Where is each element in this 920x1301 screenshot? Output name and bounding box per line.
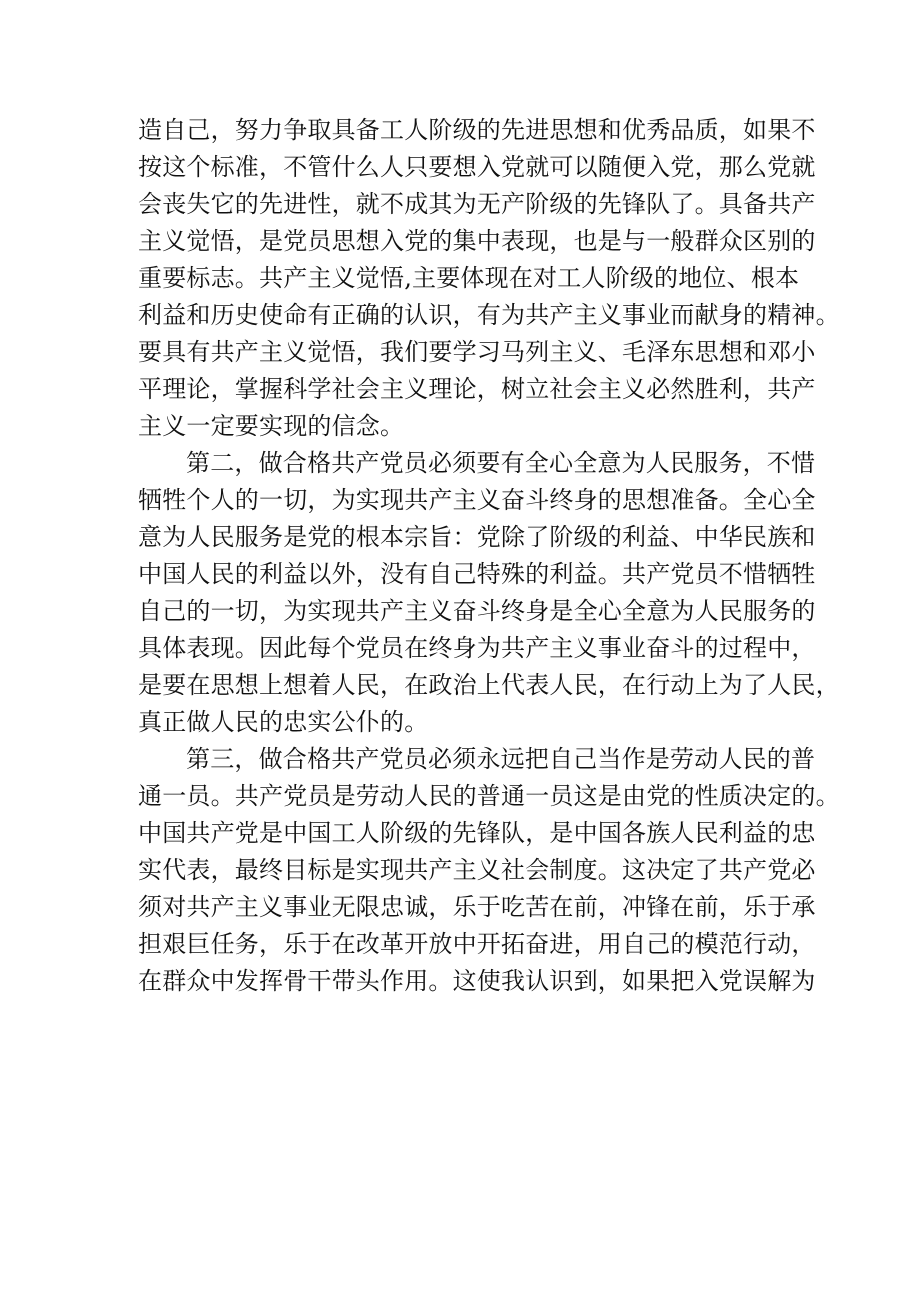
text-line: 须对共产主义事业无限忠诚，乐于吃苦在前，冲锋在前，乐于承 <box>138 893 816 921</box>
text-line: 通一员。共产党员是劳动人民的普通一员这是由党的性质决定的。 <box>138 782 840 810</box>
text-line: 自己的一切，为实现共产主义奋斗终身是全心全意为人民服务的 <box>138 597 816 625</box>
text-line: 重要标志。共产主义觉悟,主要体现在对工人阶级的地位、根本 <box>138 264 800 292</box>
paragraph-third <box>138 741 840 1000</box>
text-line: 中国人民的利益以外，没有自己特殊的利益。共产党员不惜牺牲 <box>138 560 816 588</box>
paragraph-continuation <box>138 112 840 445</box>
text-line: 主义觉悟，是党员思想入党的集中表现，也是与一般群众区别的 <box>138 227 816 255</box>
text-line: 利益和历史使命有正确的认识，有为共产主义事业而献身的精神。 <box>138 301 840 329</box>
text-line: 具体表现。因此每个党员在终身为共产主义事业奋斗的过程中， <box>138 634 816 662</box>
text-line: 会丧失它的先进性，就不成其为无产阶级的先锋队了。具备共产 <box>138 190 816 218</box>
text-line: 造自己，努力争取具备工人阶级的先进思想和优秀品质，如果不 <box>138 116 816 144</box>
text-line: 主义一定要实现的信念。 <box>138 412 405 440</box>
text-line: 担艰巨任务，乐于在改革开放中开拓奋进，用自己的模范行动， <box>138 930 816 958</box>
text-line: 按这个标准，不管什么人只要想入党就可以随便入党，那么党就 <box>138 153 816 181</box>
paragraph-second <box>138 445 840 741</box>
text-line: 第二，做合格共产党员必须要有全心全意为人民服务，不惜 <box>186 449 816 477</box>
text-line: 要具有共产主义觉悟，我们要学习马列主义、毛泽东思想和邓小 <box>138 338 816 366</box>
text-line: 实代表，最终目标是实现共产主义社会制度。这决定了共产党必 <box>138 856 816 884</box>
text-line: 第三，做合格共产党员必须永远把自己当作是劳动人民的普 <box>186 745 816 773</box>
text-line: 平理论，掌握科学社会主义理论，树立社会主义必然胜利，共产 <box>138 375 816 403</box>
text-line: 意为人民服务是党的根本宗旨：党除了阶级的利益、中华民族和 <box>138 523 816 551</box>
text-line: 真正做人民的忠实公仆的。 <box>138 708 429 736</box>
document-body <box>138 112 840 1000</box>
text-line: 牺牲个人的一切，为实现共产主义奋斗终身的思想准备。全心全 <box>138 486 816 514</box>
text-line: 在群众中发挥骨干带头作用。这使我认识到，如果把入党误解为 <box>138 967 816 995</box>
text-line: 是要在思想上想着人民，在政治上代表人民，在行动上为了人民， <box>138 671 840 699</box>
text-line: 中国共产党是中国工人阶级的先锋队，是中国各族人民利益的忠 <box>138 819 816 847</box>
